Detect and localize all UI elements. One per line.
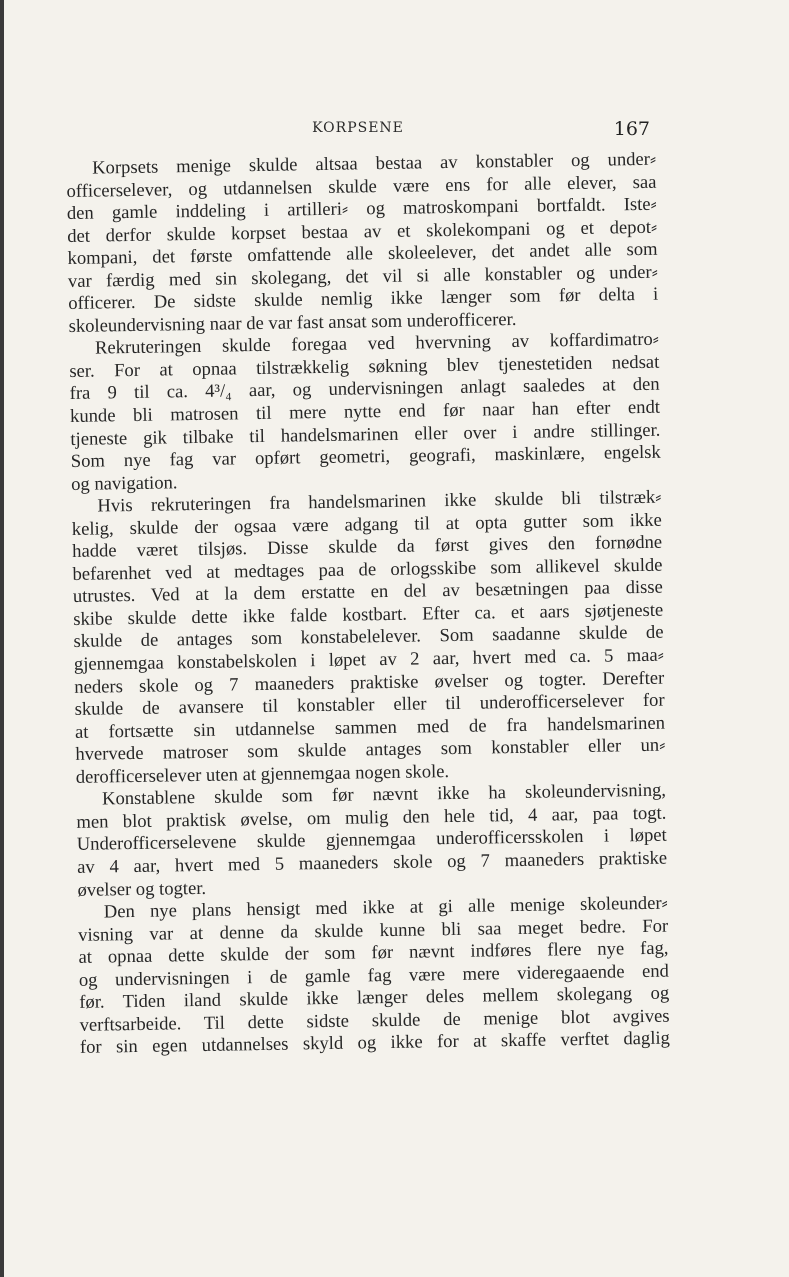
text-line: før. Tiden iland skulde ikke længer deles mellem skolegang og bbox=[79, 982, 670, 1014]
paragraph-konstablene bbox=[76, 780, 668, 902]
text-line: Underofficerselevene skulde gjennemgaa underofficersskolen i løpet bbox=[76, 825, 667, 856]
paragraph-den-nye-plan bbox=[78, 893, 670, 1060]
text-line: var færdig med sin skolegang, det vil si alle konstabler og under⸗ bbox=[67, 261, 659, 292]
text-line: og undervisningen i de gamle fag være mere videregaaende end bbox=[78, 960, 670, 991]
text-line: og navigation. bbox=[70, 471, 178, 495]
text-line: skibe skulde dette ikke falde kostbart. Efter ca. et aars sjøtjeneste bbox=[73, 599, 664, 630]
text-line: neders skole og 7 maaneders praktiske øvelser og togter. Derefter bbox=[74, 667, 665, 698]
text-line: officerer. De sidste skulde nemlig ikke længer som før delta i bbox=[68, 283, 659, 315]
text-line: skulde de avansere til konstabler eller til underofficerselever for bbox=[74, 689, 665, 721]
text-line: øvelser og togter. bbox=[77, 877, 207, 901]
text-line: skulde de antages som konstabelelever. Som saadanne skulde de bbox=[73, 622, 664, 653]
text-line: for sin egen utdannelses skyld og ikke for at skaffe verftet daglig bbox=[79, 1027, 671, 1059]
text-line: gjennemgaa konstabelskolen i løpet av 2 aar, hvert med ca. 5 maa⸗ bbox=[73, 644, 665, 675]
text-line: at opnaa dette skulde der som før nævnt indføres flere nye fag, bbox=[78, 937, 669, 969]
paragraph-hvis-rekruteringen bbox=[71, 487, 666, 789]
text-line: Som nye fag var opført geometri, geografi, maskinlære, engelsk bbox=[70, 441, 661, 473]
text-line: det derfor skulde korpset bestaa av et skolekompani og et depot⸗ bbox=[67, 216, 658, 247]
text-line: skoleundervisning naar de var fast ansat som underofficerer. bbox=[68, 308, 517, 337]
text-line: Rekruteringen skulde foregaa ved hvervning av koffardimatro⸗ bbox=[94, 329, 660, 359]
text-line: officerselever, og utdannelsen skulde være ens for alle elever, saa bbox=[66, 171, 657, 202]
text-line: kompani, det første omfattende alle skoleelever, det andet alle som bbox=[67, 238, 658, 270]
paragraph-rekruteringen bbox=[69, 329, 661, 496]
text-line: derofficerselever uten at gjennemgaa nogen skole. bbox=[75, 760, 450, 788]
text-line: visning var at denne da skulde kunne bli saa meget bedre. For bbox=[78, 915, 669, 946]
text-line: ser. For at opnaa tilstrækkelig søkning blev tjenestetiden nedsat bbox=[69, 351, 660, 382]
text-line: befarenhet ved at medtages paa de orlogsskibe som allikevel skulde bbox=[72, 554, 663, 585]
text-line: men blot praktisk øvelse, om mulig den hele tid, 4 aar, paa togt. bbox=[76, 802, 667, 833]
page-header bbox=[66, 120, 650, 142]
text-line: den gamle inddeling i artilleri⸗ og matroskompani bortfaldt. Iste⸗ bbox=[66, 193, 657, 225]
paragraph-konstabler bbox=[66, 149, 659, 339]
text-line: at fortsætte sin utdannelse sammen med de fra handelsmarinen bbox=[74, 712, 666, 743]
text-line: kelig, skulde der ogsaa være adgang til at opta gutter som ikke bbox=[71, 509, 662, 540]
text-line: hvervede matroser som skulde antages som konstabler eller un⸗ bbox=[75, 734, 666, 766]
text-line: utrustes. Ved at la dem erstatte en del av besætningen paa disse bbox=[72, 577, 663, 608]
text-line: Den nye plans hensigt med ikke at gi alle menige skoleunder⸗ bbox=[103, 892, 668, 923]
text-line: verftsarbeide. Til dette sidste skulde de menige blot avgives bbox=[79, 1005, 670, 1036]
text-line: hadde været tilsjøs. Disse skulde da først gives den fornødne bbox=[72, 531, 663, 563]
body-text bbox=[66, 149, 670, 1060]
text-line: Korpsets menige skulde altsaa bestaa av konstabler og under⸗ bbox=[91, 148, 657, 179]
page-number: 167 bbox=[613, 118, 650, 140]
running-head: KORPSENE bbox=[312, 120, 404, 136]
text-line: kunde bli matrosen til mere nytte end før naar han efter endt bbox=[69, 396, 661, 427]
text-line: Hvis rekruteringen fra handelsmarinen ikke skulde bli tilstræk⸗ bbox=[97, 486, 662, 517]
text-line: Konstablene skulde som før nævnt ikke ha skoleundervisning, bbox=[101, 779, 667, 810]
text-line: av 4 aar, hvert med 5 maaneders skole og 7 maaneders praktiske bbox=[76, 847, 668, 878]
text-line: fra 9 til ca. 4³/₄ aar, og undervisningen anlagt saaledes at den bbox=[69, 374, 660, 405]
text-line: tjeneste gik tilbake til handelsmarinen eller over i andre stillinger. bbox=[70, 419, 661, 450]
